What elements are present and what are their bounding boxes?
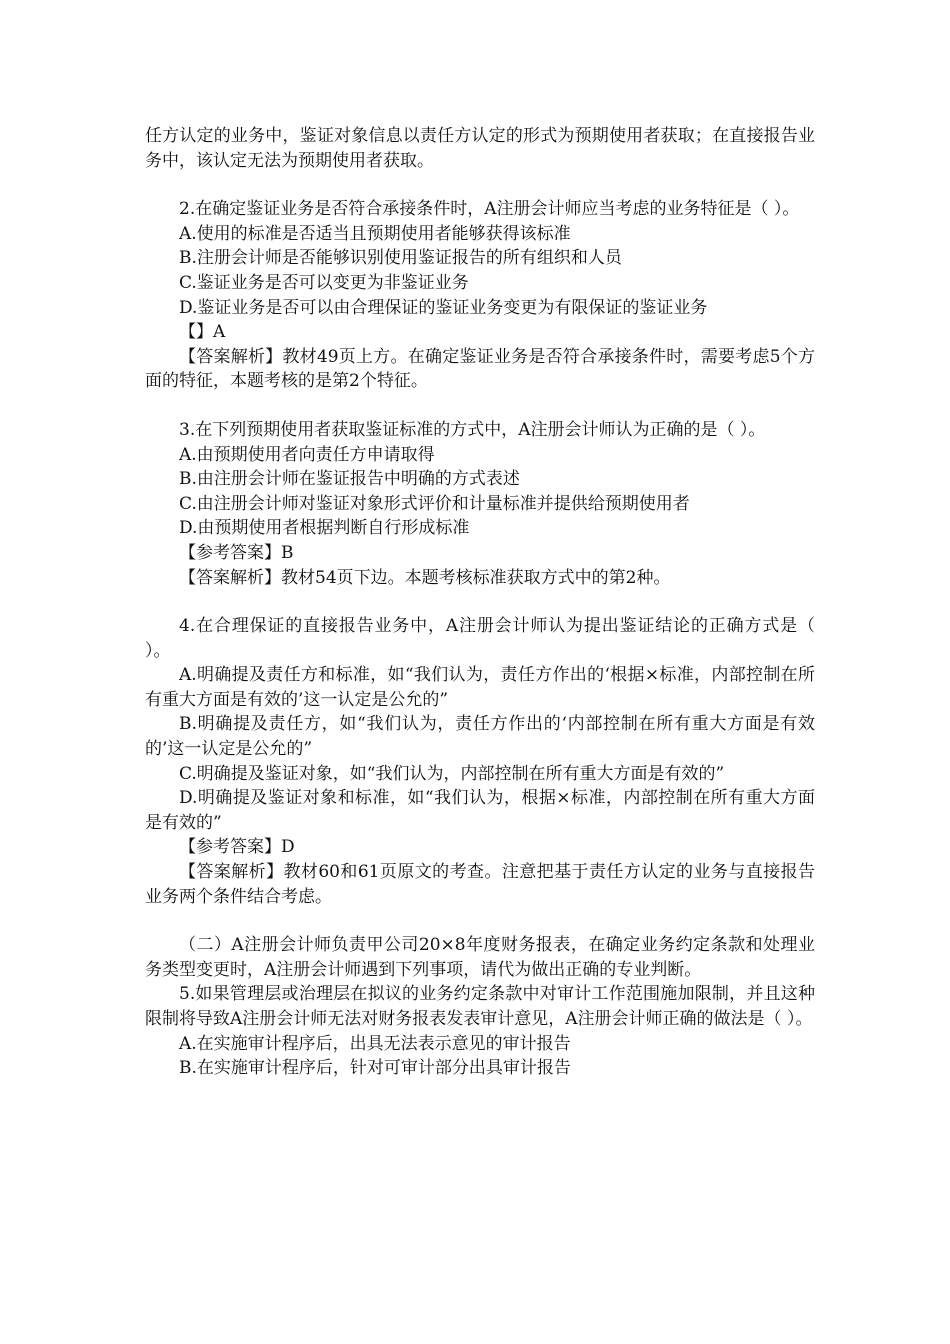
document-page <box>145 124 815 1081</box>
answer-line: A.由预期使用者向责任方申请取得 <box>179 444 435 465</box>
answer-line: 【】A <box>179 322 226 343</box>
paragraph: 任方认定的业务中，鉴证对象信息以责任方认定的形式为预期使用者获取；在直接报告业务中，该认定无法为预期使用者获取。 <box>145 126 815 171</box>
question-paragraph: A.明确提及责任方和标准，如“我们认为，责任方作出的‘根据×标准，内部控制在所有重大方面是有效的’这一认定是公允的” <box>145 665 815 710</box>
question-paragraph: 【答案解析】教材60和61页原文的考查。注意把基于责任方认定的业务与直接报告业务两个条件结合考虑。 <box>145 862 815 907</box>
answer-line: 【参考答案】D <box>179 837 295 858</box>
answer-line: B.由注册会计师在鉴证报告中明确的方式表述 <box>179 469 520 490</box>
answer-line: A.在实施审计程序后，出具无法表示意见的审计报告 <box>179 1033 571 1054</box>
paragraph-gap <box>145 590 815 614</box>
answer-line: B.在实施审计程序后，针对可审计部分出具审计报告 <box>179 1058 571 1079</box>
question-paragraph: B.明确提及责任方，如“我们认为，责任方作出的‘内部控制在所有重大方面是有效的’这一认定是公允的” <box>145 714 815 760</box>
question-paragraph: 【答案解析】教材49页上方。在确定鉴证业务是否符合承接条件时，需要考虑5个方面的特征，本题考核的是第2个特征。 <box>145 346 815 392</box>
question-paragraph: 4.在合理保证的直接报告业务中，A注册会计师认为提出鉴证结论的正确方式是（ ）。 <box>145 616 815 661</box>
question-paragraph: 5.如果管理层或治理层在拟议的业务约定条款中对审计工作范围施加限制，并且这种限制将导致A注册会计师无法对财务报表发表审计意见，A注册会计师正确的做法是（ ）。 <box>145 984 815 1029</box>
question-paragraph: （二）A注册会计师负责甲公司20×8年度财务报表，在确定业务约定条款和处理业务类型变更时，A注册会计师遇到下列事项，请代为做出正确的专业判断。 <box>145 935 815 980</box>
answer-line: 【参考答案】B <box>179 542 294 563</box>
answer-line: A.使用的标准是否适当且预期使用者能够获得该标准 <box>179 223 571 244</box>
paragraph-gap <box>145 394 815 418</box>
answer-line: 【答案解析】教材54页下边。本题考核标准获取方式中的第2种。 <box>179 567 671 588</box>
answer-line: B.注册会计师是否能够识别使用鉴证报告的所有组织和人员 <box>179 248 622 269</box>
answer-line: D.鉴证业务是否可以由合理保证的鉴证业务变更为有限保证的鉴证业务 <box>179 297 708 318</box>
question-paragraph: 3.在下列预期使用者获取鉴证标准的方式中，A注册会计师认为正确的是（ ）。 <box>179 419 766 440</box>
paragraph-gap <box>145 173 815 197</box>
answer-line: C.由注册会计师对鉴证对象形式评价和计量标准并提供给预期使用者 <box>179 493 690 514</box>
question-paragraph: D.明确提及鉴证对象和标准，如“我们认为，根据×标准，内部控制在所有重大方面是有效的” <box>145 788 815 833</box>
question-paragraph: C.明确提及鉴证对象，如“我们认为，内部控制在所有重大方面是有效的” <box>179 763 725 784</box>
answer-line: D.由预期使用者根据判断自行形成标准 <box>179 518 470 539</box>
question-paragraph: 2.在确定鉴证业务是否符合承接条件时，A注册会计师应当考虑的业务特征是（ ）。 <box>179 199 800 220</box>
paragraph-gap <box>145 909 815 933</box>
answer-line: C.鉴证业务是否可以变更为非鉴证业务 <box>179 272 469 293</box>
